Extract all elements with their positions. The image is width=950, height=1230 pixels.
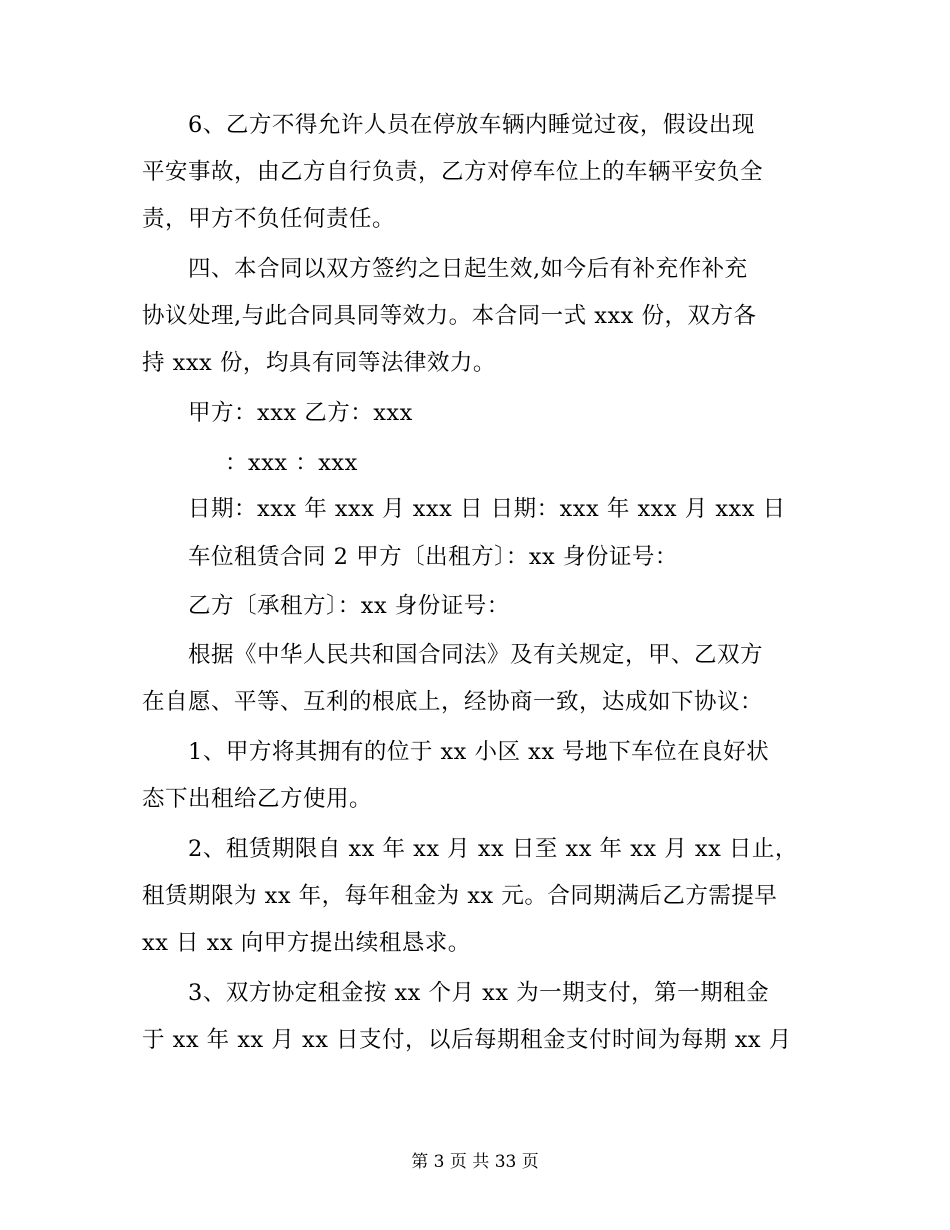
clause-3-line-2: 于 xx 年 xx 月 xx 日支付，以后每期租金支付时间为每期 xx 月	[142, 1027, 792, 1053]
clause-2-line-3: xx 日 xx 向甲方提出续租恳求。	[142, 930, 471, 956]
text-line-6: 持 xxx 份，均具有同等法律效力。	[142, 350, 496, 376]
clause-1-line-1: 1、甲方将其拥有的位于 xx 小区 xx 号地下车位在良好状	[188, 739, 770, 765]
signature-parties-line: 甲方：xxx 乙方：xxx	[188, 400, 413, 426]
clause-1-line-2: 态下出租给乙方使用。	[142, 786, 373, 812]
signature-blank-line: ：xxx ：xxx	[225, 450, 358, 476]
clause-3-line-1: 3、双方协定租金按 xx 个月 xx 为一期支付，第一期租金	[188, 980, 770, 1006]
clause-2-line-2: 租赁期限为 xx 年，每年租金为 xx 元。合同期满后乙方需提早	[142, 883, 778, 909]
text-line-5: 协议处理,与此合同具同等效力。本合同一式 xxx 份，双方各	[142, 303, 757, 329]
text-line-4: 四、本合同以双方签约之日起生效,如今后有补充作补充	[188, 256, 748, 282]
party-b-line: 乙方〔承租方〕：xx 身份证号：	[188, 593, 510, 619]
signature-date-line: 日期：xxx 年 xxx 月 xxx 日 日期：xxx 年 xxx 月 xxx 日	[188, 496, 786, 522]
text-line-3: 责，甲方不负任何责任。	[142, 206, 396, 232]
text-line-12: 根据《中华人民共和国合同法》及有关规定，甲、乙双方	[188, 642, 764, 668]
contract-2-heading-line: 车位租赁合同 2 甲方〔出租方〕：xx 身份证号：	[188, 544, 678, 570]
page-number-footer: 第 3 页 共 33 页	[411, 1152, 539, 1172]
text-line-2: 平安事故，由乙方自行负责，乙方对停车位上的车辆平安负全	[142, 159, 764, 185]
clause-2-line-1: 2、租赁期限自 xx 年 xx 月 xx 日至 xx 年 xx 月 xx 日止，	[188, 836, 798, 862]
text-line-1: 6、乙方不得允许人员在停放车辆内睡觉过夜，假设出现	[188, 112, 755, 138]
text-line-13: 在自愿、平等、互利的根底上，经协商一致，达成如下协议：	[142, 689, 764, 715]
